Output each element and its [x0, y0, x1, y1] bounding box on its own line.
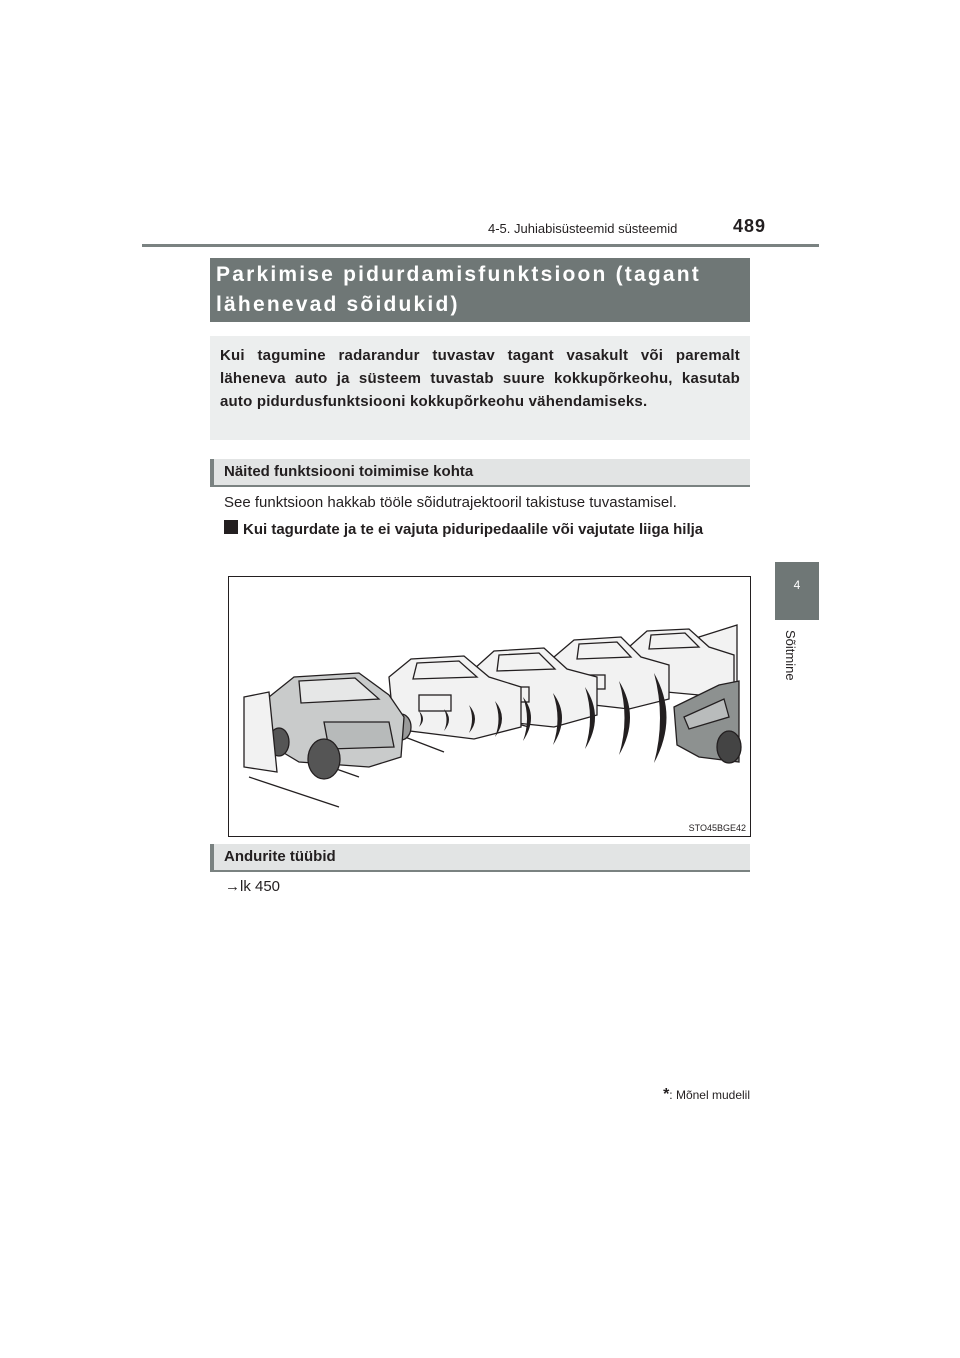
page-reference[interactable]: [225, 878, 280, 895]
chapter-number: 4: [793, 578, 801, 592]
parking-scene-svg: [229, 577, 750, 836]
figure-code: STO45BGE42: [688, 823, 746, 833]
chapter-tab[interactable]: [775, 562, 819, 620]
section-heading-text: Andurite tüübid: [224, 848, 336, 865]
illustration-rear-cross-traffic: [228, 576, 751, 837]
chapter-label: Sõitmine: [783, 630, 798, 681]
section-heading-sensors: [210, 844, 750, 872]
section-heading-bar: [210, 459, 214, 487]
header-divider: [142, 244, 819, 247]
section-heading-text: Näited funktsiooni toimimise kohta: [224, 463, 474, 480]
footnote: [620, 1086, 750, 1104]
section-heading-examples: [210, 459, 750, 487]
section-heading-bar: [210, 844, 214, 872]
asterisk-icon: *: [663, 1086, 670, 1103]
page-reference-text: lk 450: [240, 878, 281, 895]
arrow-right-icon: →: [225, 878, 240, 895]
page-title: Parkimise pidurdamisfunktsioon (tagant lähenevad sõidukid): [216, 263, 701, 316]
condition-text: Kui tagurdate ja te ei vajuta piduripedaalile või vajutate liiga hilja: [243, 521, 704, 538]
page-number: 489: [733, 216, 767, 236]
footnote-text: : Mõnel mudelil: [669, 1088, 750, 1102]
square-bullet-icon: [224, 520, 238, 534]
intro-text: Kui tagumine radarandur tuvastav tagant vasakult või paremalt läheneva auto ja süsteem tuvastab suure kokkupõrkeohu, kasutab auto pidurdusfunktsiooni kokkupõrkeohu vähendamiseks.: [220, 347, 740, 410]
reversing-suv: [269, 673, 404, 779]
examples-text: See funktsioon hakkab tööle sõidutrajektooril takistuse tuvastamisel.: [224, 494, 677, 511]
running-header-section: 4-5. Juhiabisüsteemid süsteemid: [488, 221, 678, 236]
